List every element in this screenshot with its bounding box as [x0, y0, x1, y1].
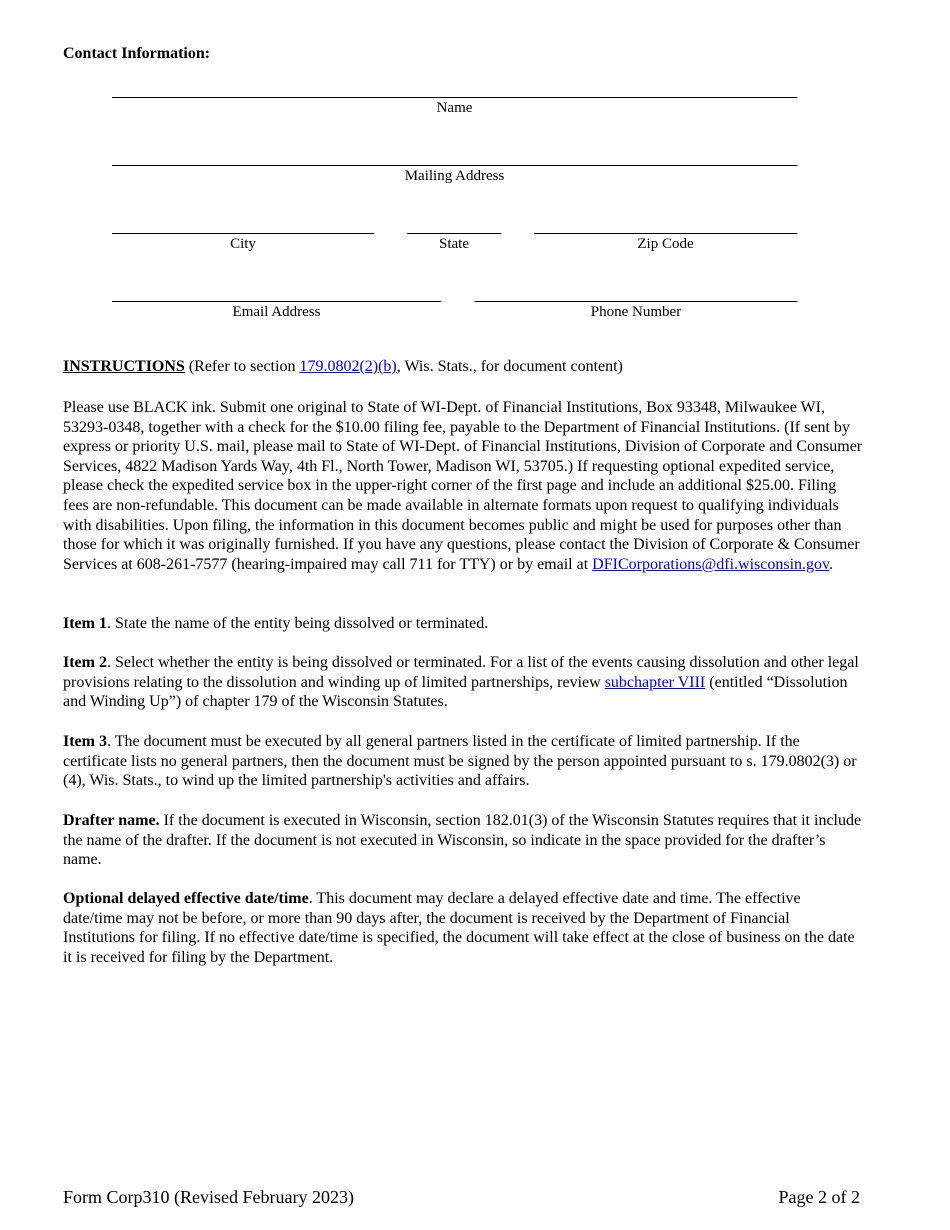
item-2-label: Item 2	[63, 654, 107, 671]
item-3-text: . The document must be executed by all general partners listed in the certificate of limited partnership. If the certificate lists no general partners, then the document must be signed by the person appointed pursuant to s. 179.0802(3) or (4), Wis. Stats., to wind up the limited partnership's activities and affairs.	[63, 733, 857, 790]
delayed-effective-date-label: Optional delayed effective date/time	[63, 890, 309, 907]
item-2-text-before: . Select whether the entity is being dissolved or terminated. For a list of the events causing dissolution and other legal provisions relating to the dissolution and winding up of limited partnerships, review	[63, 654, 859, 691]
item-2-text-after: (entitled “Dissolution and Winding Up”) of chapter 179 of the Wisconsin Statutes.	[63, 673, 848, 711]
form-revision-footer: Form Corp310 (Revised February 2023)	[63, 1187, 354, 1207]
name-field-label: Name	[436, 100, 473, 116]
item-3-label: Item 3	[63, 733, 107, 750]
item-1-label: Item 1	[63, 615, 107, 632]
drafter-name-item	[63, 811, 863, 870]
city-field-label: City	[230, 236, 256, 252]
state-field[interactable]	[407, 233, 501, 253]
page-number-footer: Page 2 of 2	[778, 1187, 860, 1207]
instructions-body-end: .	[828, 555, 833, 573]
email-address-field-label: Email Address	[232, 304, 321, 320]
statute-section-link[interactable]: 179.0802(2)(b)	[299, 358, 397, 375]
item-1	[63, 614, 863, 634]
state-field-label: State	[439, 236, 469, 252]
item-1-text: . State the name of the entity being dissolved or terminated.	[106, 615, 489, 632]
instructions-intro-before: (Refer to section	[184, 358, 300, 375]
name-field[interactable]	[112, 97, 797, 117]
delayed-effective-date-text: . This document may declare a delayed effective date and time. The effective date/time may not be before, or more than 90 days after, the document is received by the Department of Financial Institutions for filing. If no effective date/time is specified, the document will take effect at the close of business on the date it is received for filing by the Department.	[63, 890, 855, 966]
phone-number-field[interactable]	[475, 301, 797, 321]
city-field[interactable]	[112, 233, 374, 253]
subchapter-link[interactable]: subchapter VIII	[604, 673, 706, 691]
instructions-intro	[63, 357, 863, 377]
drafter-name-label: Drafter name.	[63, 812, 160, 829]
instructions-body-text: Please use BLACK ink. Submit one original to State of WI-Dept. of Financial Institutions, Box 93348, Milwaukee WI, 53293-0348, together with a check for the $10.00 filing fee, payable to the Department of Financial Institutions. (If sent by express or priority U.S. mail, please mail to State of WI-Dept. of Financial Institutions, Division of Corporate and Consumer Services, 4822 Madison Yards Way, 4th Fl., North Tower, Madison WI, 53705.) If requesting optional expedited service, please check the expedited service box in the upper-right corner of the first page and include an additional $25.00. Filing fees are non-refundable. This document can be made available in alternate formats upon request to qualifying individuals with disabilities. Upon filing, the information in this document becomes public and might be used for purposes other than those for which it was originally furnished. If you have any questions, please contact the Division of Corporate & Consumer Services at 608-261-7577 (hearing-impaired may call 711 for TTY) or by email at	[63, 399, 863, 573]
instructions-body	[63, 398, 863, 574]
mailing-address-field[interactable]	[112, 165, 797, 185]
zip-code-field[interactable]	[534, 233, 797, 253]
instructions-intro-after: , Wis. Stats., for document content)	[396, 358, 623, 375]
email-link[interactable]: DFICorporations@dfi.wisconsin.gov	[592, 555, 829, 573]
instructions-heading: INSTRUCTIONS	[63, 358, 185, 375]
item-3	[63, 732, 863, 791]
drafter-name-text: If the document is executed in Wisconsin, section 182.01(3) of the Wisconsin Statutes requires that it include the name of the drafter. If the document is not executed in Wisconsin, so indicate in the space provided for the drafter’s name.	[63, 812, 862, 869]
mailing-address-field-label: Mailing Address	[404, 168, 505, 184]
zip-code-field-label: Zip Code	[637, 236, 694, 252]
item-2	[63, 653, 863, 712]
email-address-field[interactable]	[112, 301, 441, 321]
delayed-effective-date-item	[63, 889, 863, 967]
phone-number-field-label: Phone Number	[590, 304, 682, 320]
contact-information-heading: Contact Information:	[63, 45, 211, 62]
